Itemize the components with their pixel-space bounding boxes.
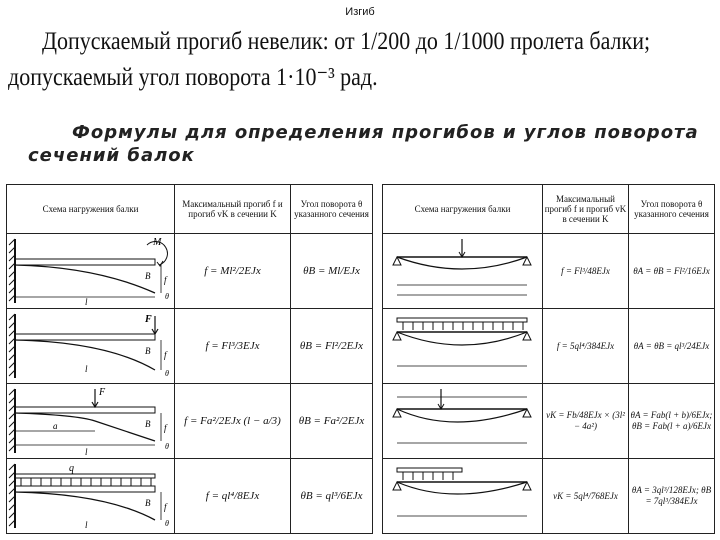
beam-diagram-offset-force [383,384,543,459]
force-label: F [99,387,106,398]
beam-diagram-half-uniform-load [383,459,543,534]
deflection-formula: f = ql⁴/8EJx [175,459,291,534]
beam-diagram-center-force [383,234,543,309]
beam-diagram-end-moment [7,234,175,309]
end-label: B [145,498,151,508]
formulas-heading-line-1: Формулы для определения прогибов и углов поворота [72,122,699,143]
span-label: l [85,447,88,457]
table-row [383,384,715,459]
simply-supported-formulas-table [382,184,715,534]
table-row [7,234,373,309]
angle-formula: θA = θB = ql³/24EJx [629,309,715,384]
intro-line-1: Допускаемый прогиб невелик: от 1/200 до 1/1000 пролета балки; [42,28,651,55]
force-label: F [145,314,152,325]
header-scheme: Схема нагружения балки [383,185,543,234]
deflection-formula: f = Ml²/2EJx [175,234,291,309]
moment-label: M [153,237,162,248]
angle-formula: θB = ql³/6EJx [291,459,373,534]
table-row [7,309,373,384]
span-label: l [85,297,88,307]
page-label: Изгиб [345,6,375,18]
deflection-formula: vK = 5ql⁴/768EJx [543,459,629,534]
header-deflection: Максимальный прогиб f и прогиб vK в сечении K [543,185,629,234]
q-label: q [69,463,74,474]
cantilever-formulas-table [6,184,373,534]
table-row [383,309,715,384]
deflection-formula: f = Fa²/2EJx (l − a/3) [175,384,291,459]
angle-formula: θB = Fl²/2EJx [291,309,373,384]
deflection-formula: vK = Fb/48EJx × (3l² − 4a²) [543,384,629,459]
angle-formula: θA = 3ql³/128EJx; θB = 7ql³/384EJx [629,459,715,534]
deflection-formula: f = 5ql⁴/384EJx [543,309,629,384]
theta-label: θ [165,519,169,528]
span-label: l [85,364,88,374]
beam-diagram-force-at-a [7,384,175,459]
end-label: B [145,271,151,281]
deflection-formula: f = Fl³/3EJx [175,309,291,384]
header-angle: Угол поворота θ указанного сечения [291,185,373,234]
f-label: f [164,502,167,512]
deflection-formula: f = Fl³/48EJx [543,234,629,309]
beam-diagram-uniform-load [383,309,543,384]
theta-label: θ [165,442,169,451]
header-angle: Угол поворота θ указанного сечения [629,185,715,234]
intro-line-2: допускаемый угол поворота 1·10⁻³ рад. [8,64,378,91]
table-header-row [7,185,373,234]
angle-formula: θA = θB = Fl²/16EJx [629,234,715,309]
f-label: f [164,350,167,360]
f-label: f [164,275,167,285]
beam-diagram-end-force [7,309,175,384]
f-label: f [164,423,167,433]
table-row [7,384,373,459]
theta-label: θ [165,292,169,301]
end-label: B [145,419,151,429]
table-row [383,459,715,534]
table-row [7,459,373,534]
end-label: B [145,346,151,356]
angle-formula: θA = Fab(l + b)/6EJx; θB = Fab(l + a)/6EJx [629,384,715,459]
table-row [383,234,715,309]
theta-label: θ [165,369,169,378]
angle-formula: θB = Fa²/2EJx [291,384,373,459]
a-label: a [53,421,58,431]
header-deflection: Максимальный прогиб f и прогиб vK в сечении K [175,185,291,234]
header-scheme: Схема нагружения балки [7,185,175,234]
beam-diagram-distributed-load [7,459,175,534]
span-label: l [85,520,88,530]
angle-formula: θB = Ml/EJx [291,234,373,309]
formulas-heading-line-2: сечений балок [28,145,195,166]
table-header-row [383,185,715,234]
